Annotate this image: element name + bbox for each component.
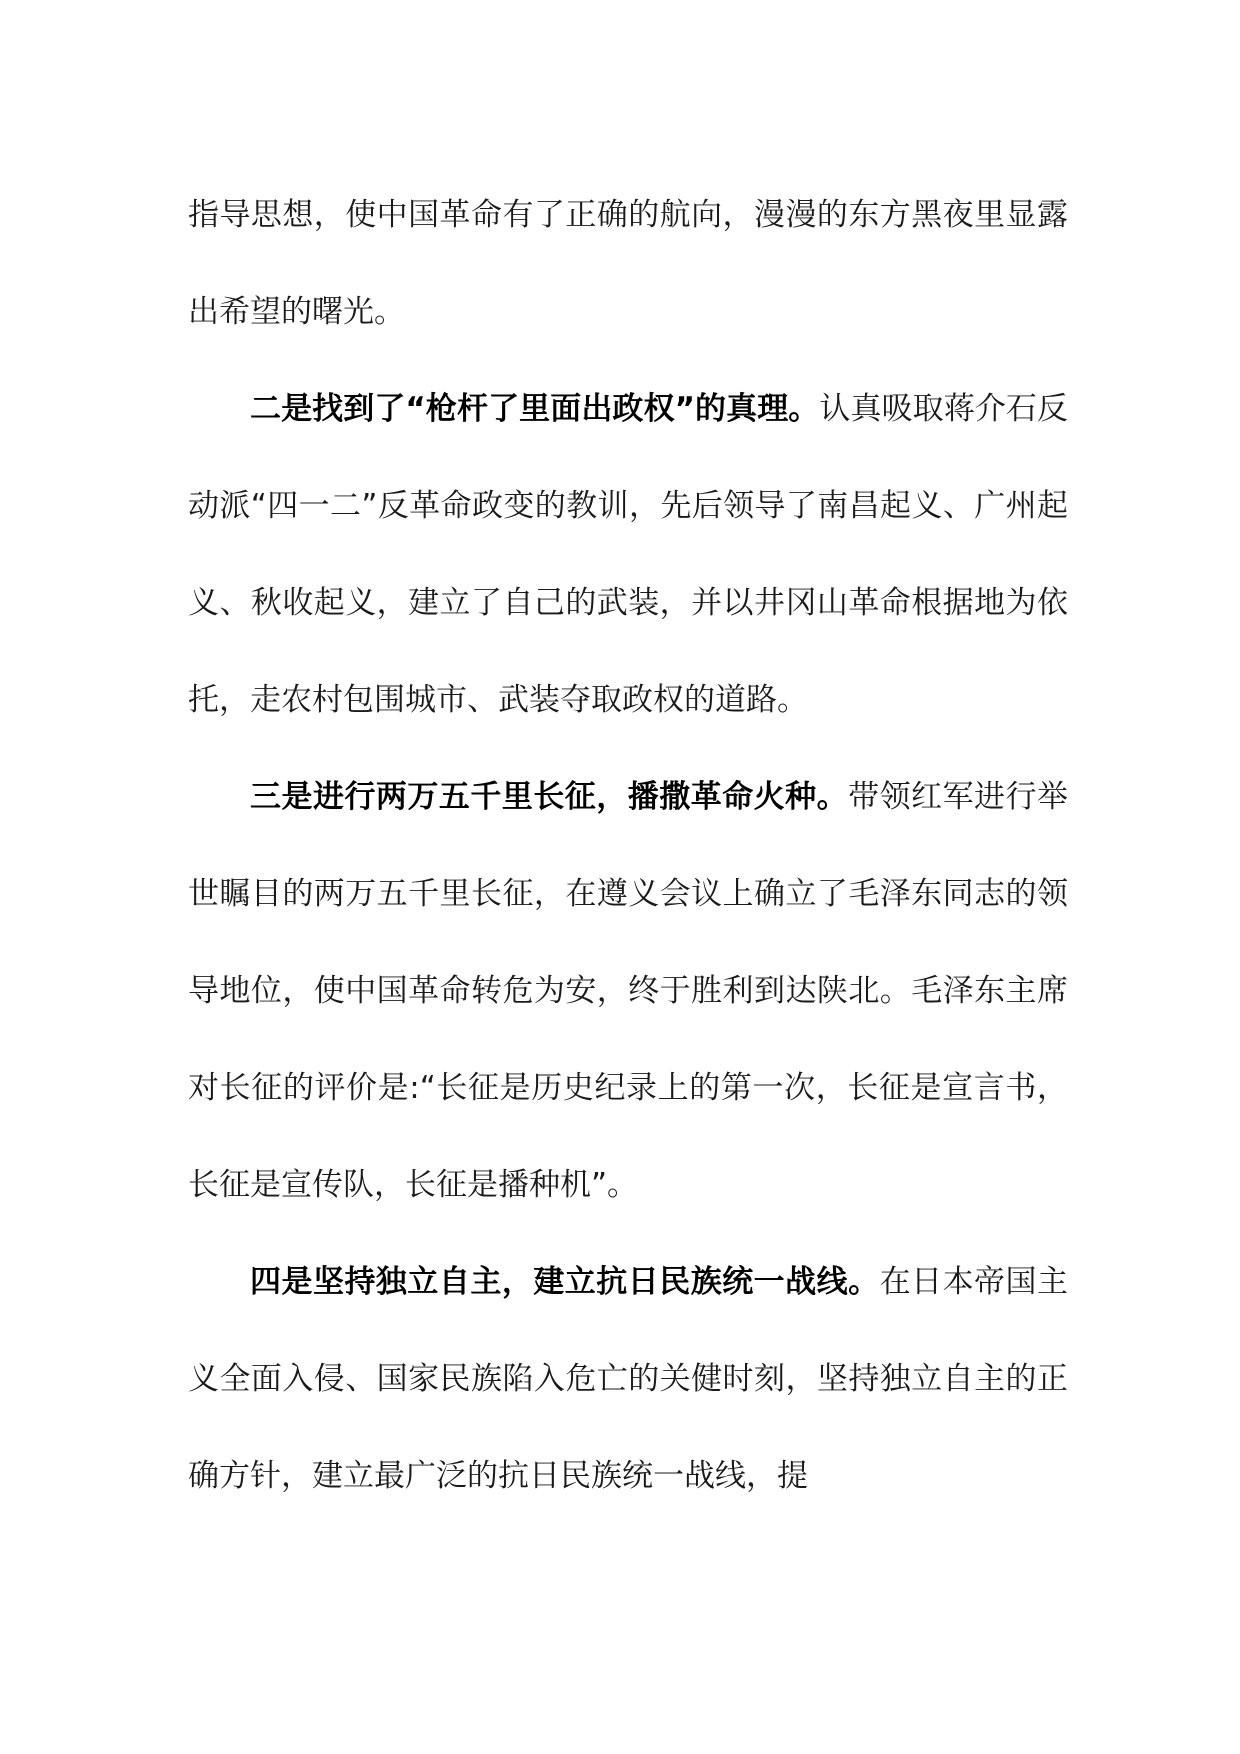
paragraph-heading: 四是坚持独立自主，建立抗日民族统一战线。 <box>250 1264 880 1300</box>
paragraph-text: 在日本帝国主义全面入侵、国家民族陷入危亡的关健时刻，坚持独立自主的正确方针，建立最广泛的抗日民族统一战线，提 <box>188 1264 1069 1494</box>
paragraph-continuation <box>188 167 1068 361</box>
paragraph-point-two <box>188 361 1068 749</box>
paragraph-text: 认真吸取蒋介石反动派“四一二”反革命政变的教训，先后领导了南昌起义、广州起义、秋收起义，建立了自己的武装，并以井冈山革命根据地为依托，走农村包围城市、武装夺取政权的道路。 <box>188 391 1068 718</box>
paragraph-point-four <box>188 1234 1068 1525</box>
document-body <box>188 167 1068 1525</box>
paragraph-heading: 二是找到了“枪杆了里面出政权”的真理。 <box>250 391 820 427</box>
paragraph-point-three <box>188 749 1068 1234</box>
paragraph-heading: 三是进行两万五千里长征，播撒革命火种。 <box>250 779 849 815</box>
paragraph-text: 指导思想，使中国革命有了正确的航向，漫漫的东方黑夜里显露出希望的曙光。 <box>188 197 1068 330</box>
paragraph-text: 带领红军进行举世瞩目的两万五千里长征，在遵义会议上确立了毛泽东同志的领导地位，使中国革命转危为安，终于胜利到达陕北。毛泽东主席对长征的评价是:“长征是历史纪录上的第一次，长征是宣言书，长征是宣传队，长征是播种机”。 <box>188 779 1069 1203</box>
